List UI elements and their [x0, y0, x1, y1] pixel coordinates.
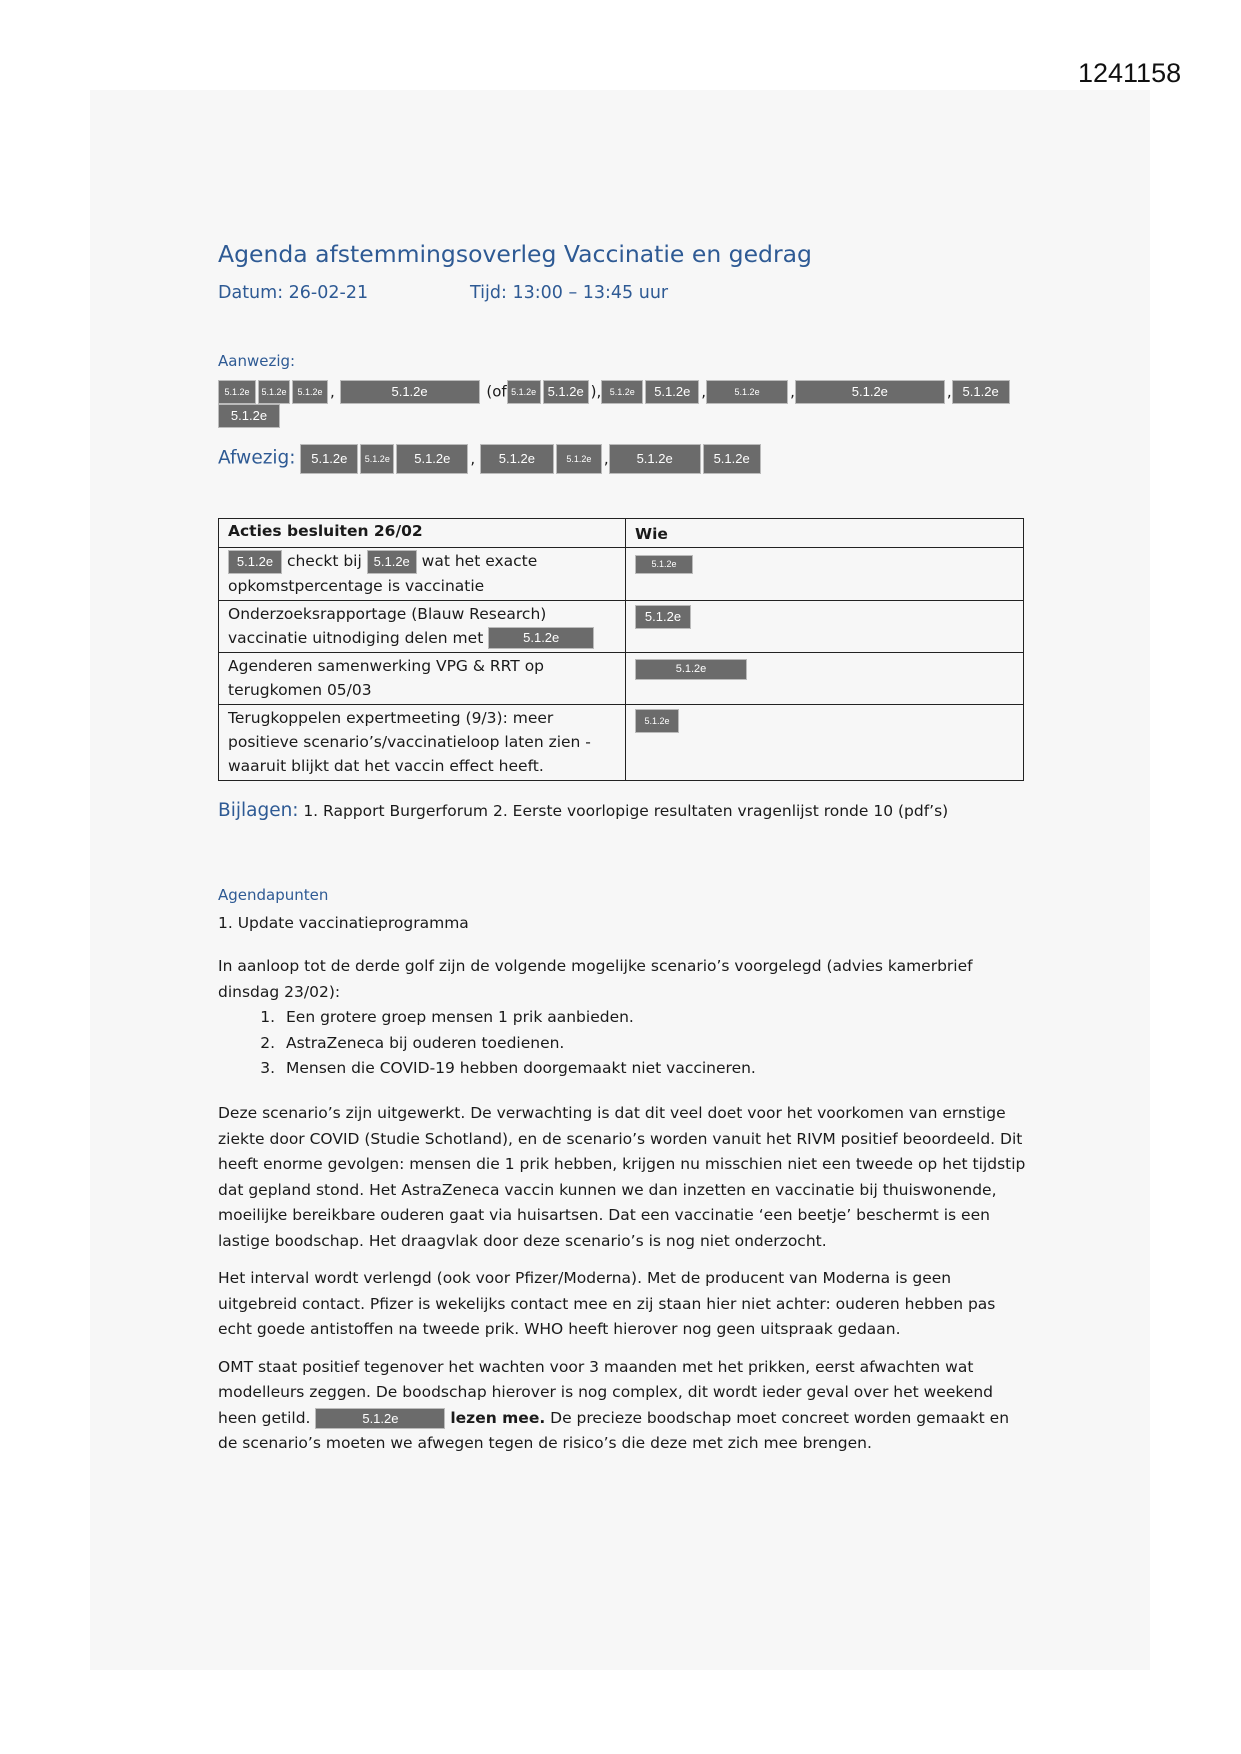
redaction-box: 5.1.2e [543, 380, 589, 404]
action-text: Terugkoppelen expertmeeting (9/3): meer [228, 708, 554, 727]
redaction-box: 5.1.2e [218, 404, 280, 428]
header-who: Wie [626, 519, 1024, 548]
paragraph-bold: lezen mee. [450, 1408, 546, 1427]
redaction-box: 5.1.2e [340, 380, 480, 404]
redaction-box: 5.1.2e [292, 380, 328, 404]
redaction-box: 5.1.2e [635, 605, 691, 629]
redaction-box: 5.1.2e [635, 555, 693, 574]
redaction-box: 5.1.2e [645, 380, 699, 404]
paragraph [218, 1355, 1028, 1457]
separator: (of [486, 382, 507, 401]
action-text: checkt bij [286, 552, 362, 570]
who-cell [626, 652, 1024, 704]
meeting-date: Datum: 26-02-21 [218, 283, 369, 303]
absent-label: Afwezig: [218, 447, 296, 469]
redaction-box: 5.1.2e [507, 380, 541, 404]
redaction-box: 5.1.2e [635, 709, 679, 733]
who-cell [626, 600, 1024, 652]
present-list-cont [218, 404, 282, 428]
actions-table [218, 518, 1024, 781]
paragraph-text: De precieze boodschap moet concreet worden gemaakt en de scenario’s moeten we afwegen tegen de risico’s die deze met zich mee brengen. [218, 1408, 1010, 1452]
agenda-item-1: 1. Update vaccinatieprogramma [218, 914, 469, 932]
redaction-box: 5.1.2e [706, 380, 788, 404]
redaction-box: 5.1.2e [315, 1408, 445, 1429]
redaction-box: 5.1.2e [703, 444, 761, 474]
action-text: waaruit blijkt dat het vaccin effect heeft. [228, 756, 544, 775]
separator: ), [590, 382, 602, 401]
action-text: Onderzoeksrapportage (Blauw Research) [228, 604, 547, 623]
separator: , [946, 382, 952, 401]
redaction-box: 5.1.2e [795, 380, 945, 404]
scenario-list [218, 1005, 1028, 1082]
absent-list [218, 444, 763, 474]
action-text: opkomstpercentage is vaccinatie [228, 576, 485, 595]
who-cell [626, 704, 1024, 780]
who-cell [626, 548, 1024, 601]
attachments-label: Bijlagen: [218, 800, 299, 821]
redaction-box: 5.1.2e [228, 550, 282, 574]
document-number: 1241158 [1078, 58, 1182, 88]
present-label: Aanwezig: [218, 352, 296, 370]
attachments [218, 800, 948, 821]
redaction-box: 5.1.2e [360, 444, 394, 474]
redaction-box: 5.1.2e [609, 444, 701, 474]
action-text: terugkomen 05/03 [228, 680, 372, 699]
paragraph-text: OMT staat positief tegenover het wachten voor 3 maanden met het prikken, eerst afwachten wat modelleurs zeggen. De boodschap hierover is nog complex, dit wordt ieder geval over het weekend heen getild. [218, 1357, 993, 1427]
action-text: Agenderen samenwerking VPG & RRT op [228, 656, 545, 675]
action-cell [219, 600, 626, 652]
redaction-box: 5.1.2e [258, 380, 290, 404]
action-text: vaccinatie uitnodiging delen met [228, 628, 484, 647]
redaction-box: 5.1.2e [300, 444, 358, 474]
redaction-box: 5.1.2e [367, 550, 417, 574]
table-row [219, 600, 1024, 652]
table-header-row [219, 519, 1024, 548]
separator: , [603, 449, 609, 468]
paragraph: Het interval wordt verlengd (ook voor Pfizer/Moderna). Met de producent van Moderna is geen uitgebreid contact. Pfizer is wekelijks contact mee en zij staan hier niet achter: ouderen hebben pas echt goede antistoffen na tweede prik. WHO heeft hierover nog geen uitspraak gedaan. [218, 1269, 996, 1338]
separator: , [790, 382, 795, 401]
redaction-box: 5.1.2e [635, 659, 747, 680]
redaction-box: 5.1.2e [952, 380, 1010, 404]
action-text: positieve scenario’s/vaccinatieloop laten zien - [228, 732, 591, 751]
table-row [219, 652, 1024, 704]
table-row [219, 704, 1024, 780]
intro-paragraph: In aanloop tot de derde golf zijn de volgende mogelijke scenario’s voorgelegd (advies kamerbrief dinsdag 23/02): [218, 957, 973, 1001]
redaction-box: 5.1.2e [488, 627, 594, 649]
separator: , [470, 449, 476, 468]
agenda-heading: Agendapunten [218, 886, 329, 904]
list-item: 3. Mensen die COVID-19 hebben doorgemaakt niet vaccineren. [280, 1056, 1028, 1082]
agenda-paragraphs [218, 1101, 1028, 1469]
redaction-box: 5.1.2e [480, 444, 554, 474]
separator: , [330, 382, 335, 401]
list-item: 1. Een grotere groep mensen 1 prik aanbieden. [280, 1005, 1028, 1031]
action-cell [219, 548, 626, 601]
header-actions: Acties besluiten 26/02 [219, 519, 626, 548]
action-cell [219, 652, 626, 704]
action-text: wat het exacte [421, 552, 538, 570]
present-list [218, 380, 1012, 404]
meeting-time: Tijd: 13:00 – 13:45 uur [470, 283, 669, 303]
redaction-box: 5.1.2e [218, 380, 256, 404]
page-title: Agenda afstemmingsoverleg Vaccinatie en gedrag [218, 240, 812, 268]
redaction-box: 5.1.2e [396, 444, 468, 474]
separator: , [701, 382, 707, 401]
action-cell [219, 704, 626, 780]
list-item: 2. AstraZeneca bij ouderen toedienen. [280, 1031, 1028, 1057]
redaction-box: 5.1.2e [556, 444, 602, 474]
paragraph: Deze scenario’s zijn uitgewerkt. De verwachting is dat dit veel doet voor het voorkomen van ernstige ziekte door COVID (Studie Schotland), en de scenario’s worden vanuit het RIVM positief beoordeeld. Dit heeft enorme gevolgen: mensen die 1 prik hebben, krijgen nu misschien niet een tweede op het tijdstip dat gepland stond. Het AstraZeneca vaccin kunnen we dan inzetten en vaccinatie bij thuiswonende, moeilijke bereikbare ouderen gaat via huisartsen. Dat een vaccinatie ‘een beetje’ beschermt is een lastige boodschap. Het draagvlak door deze scenario’s is nog niet onderzocht. [218, 1104, 1026, 1250]
attachments-text: 1. Rapport Burgerforum 2. Eerste voorlopige resultaten vragenlijst ronde 10 (pdf’s) [303, 802, 949, 820]
agenda-body [218, 954, 1028, 1082]
table-row [219, 548, 1024, 601]
redaction-box: 5.1.2e [601, 380, 643, 404]
